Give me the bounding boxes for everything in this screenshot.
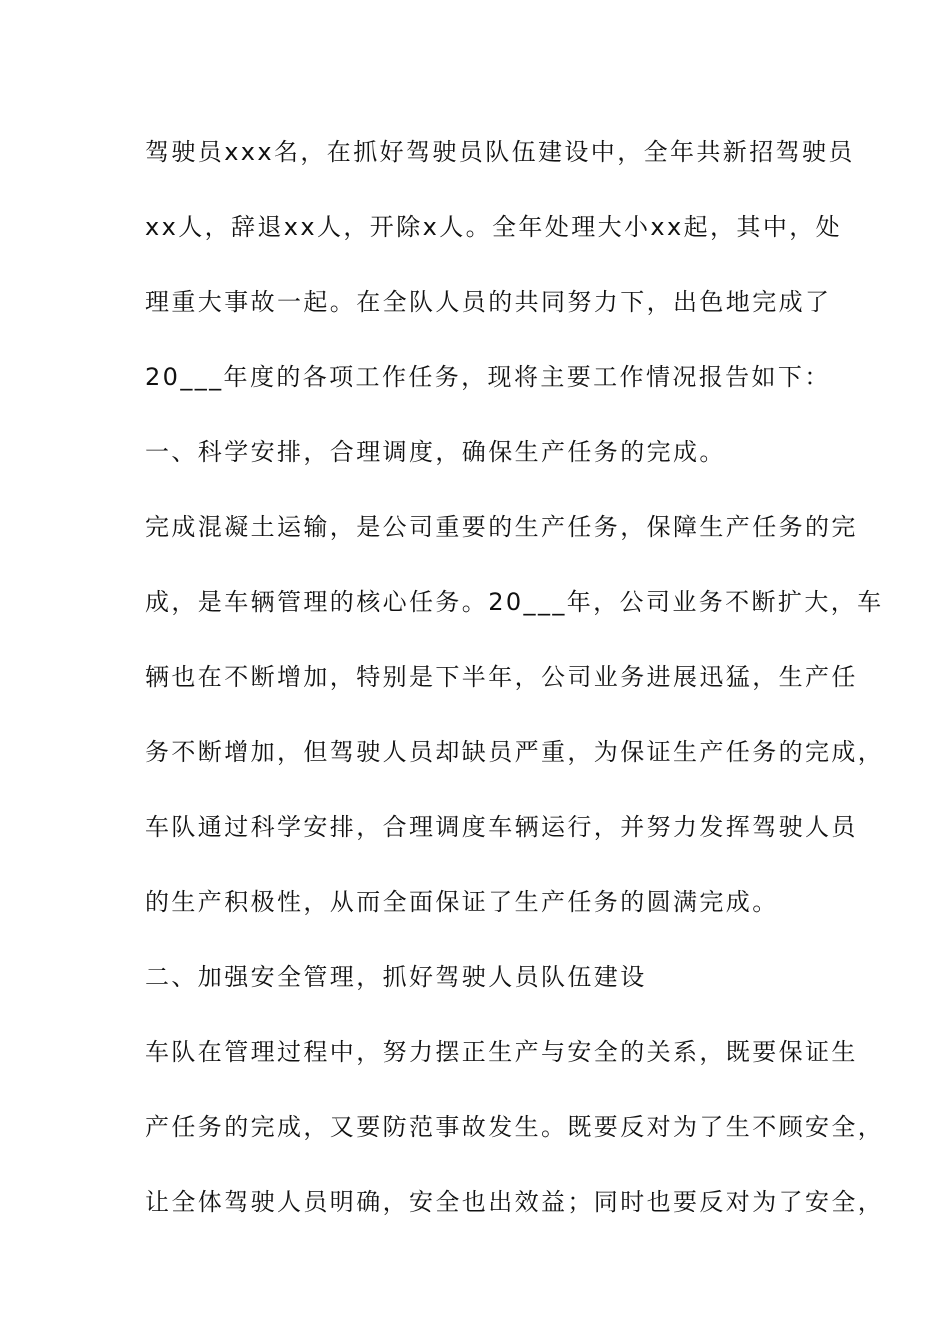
text-line: 车队在管理过程中，努力摆正生产与安全的关系，既要保证生	[145, 1038, 858, 1066]
text-line: 的生产积极性，从而全面保证了生产任务的圆满完成。	[145, 888, 779, 916]
text-line: 车队通过科学安排，合理调度车辆运行，并努力发挥驾驶人员	[145, 813, 858, 841]
document-body	[145, 131, 885, 1256]
section-heading-1: 一、科学安排，合理调度，确保生产任务的完成。	[145, 438, 726, 466]
section-heading-2: 二、加强安全管理，抓好驾驶人员队伍建设	[145, 963, 647, 991]
text-line: 让全体驾驶人员明确，安全也出效益；同时也要反对为了安全，	[145, 1188, 885, 1216]
text-line: 驾驶员xxx名，在抓好驾驶员队伍建设中，全年共新招驾驶员	[145, 138, 855, 166]
text-line: 理重大事故一起。在全队人员的共同努力下，出色地完成了	[145, 288, 832, 316]
text-line: 务不断增加，但驾驶人员却缺员严重，为保证生产任务的完成，	[145, 738, 885, 766]
text-line: 产任务的完成，又要防范事故发生。既要反对为了生不顾安全，	[145, 1113, 885, 1141]
text-line: xx人，辞退xx人，开除x人。全年处理大小xx起，其中，处	[145, 213, 843, 241]
text-line: 成，是车辆管理的核心任务。20___年，公司业务不断扩大，车	[145, 588, 884, 616]
text-line: 20___年度的各项工作任务，现将主要工作情况报告如下：	[145, 363, 831, 391]
text-line: 辆也在不断增加，特别是下半年，公司业务进展迅猛，生产任	[145, 663, 858, 691]
text-line: 完成混凝土运输，是公司重要的生产任务，保障生产任务的完	[145, 513, 858, 541]
